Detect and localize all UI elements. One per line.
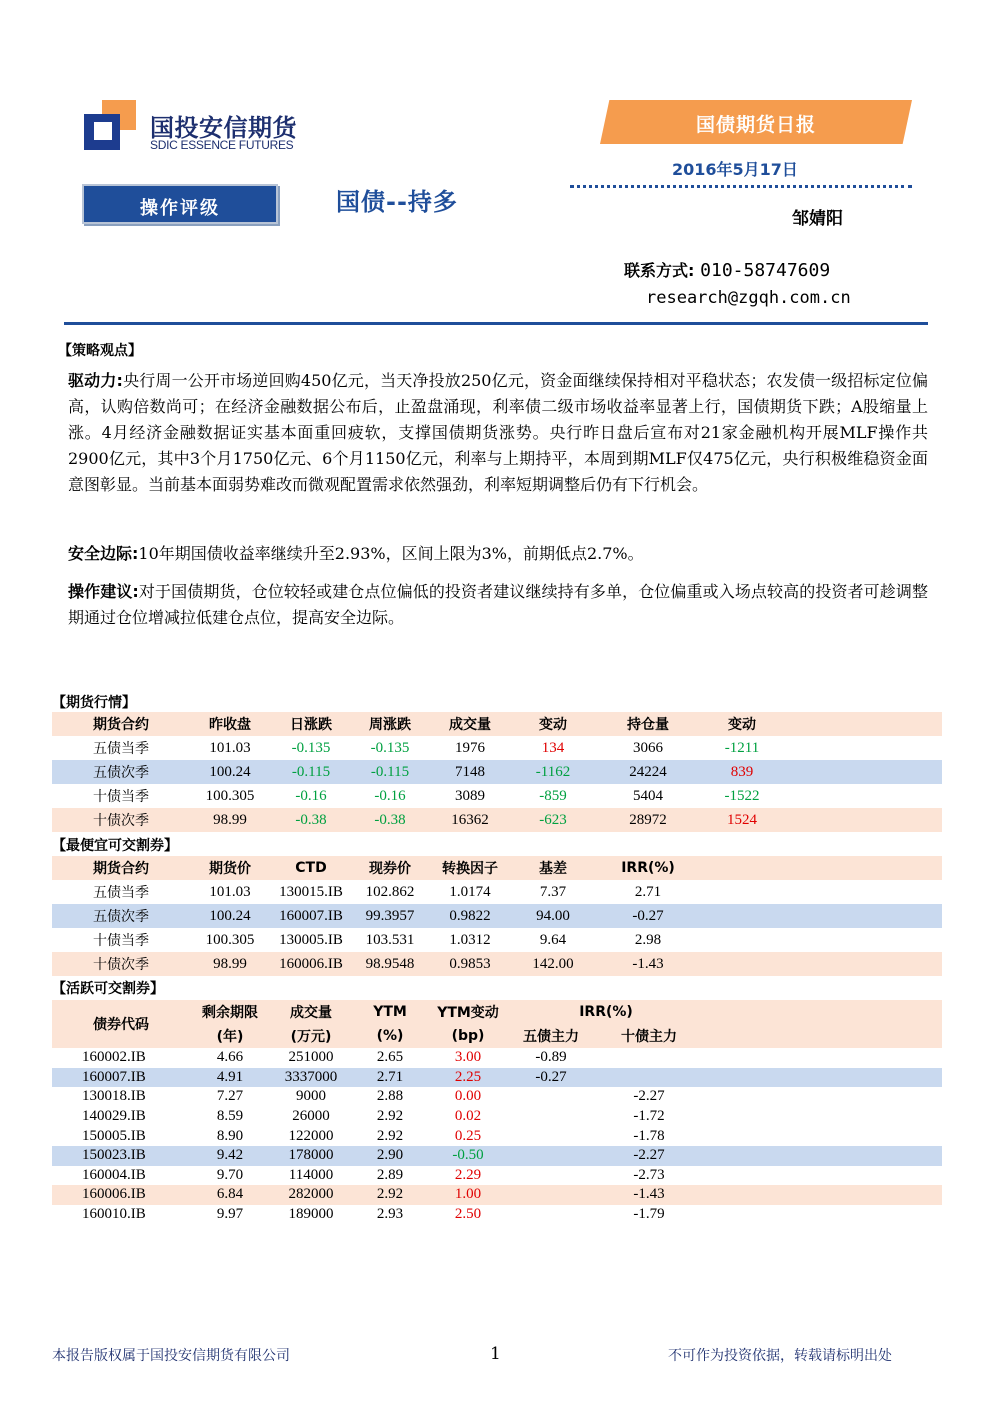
table-cell: 5404 — [633, 787, 663, 804]
table-cell: 五债次季 — [93, 765, 149, 781]
table-filler-cell — [704, 1205, 942, 1225]
table-cell: 2.90 — [376, 1147, 404, 1164]
table-filler-cell — [704, 1166, 942, 1186]
table-cell: 4.66 — [216, 1049, 244, 1066]
table-cell: 839 — [730, 763, 754, 780]
table-cell — [594, 1068, 704, 1088]
table-cell: 2.71 — [376, 1068, 404, 1085]
table-cell: 1.0174 — [449, 883, 491, 900]
table-cell: -0.27 — [535, 1068, 567, 1085]
table-cell: 99.3957 — [365, 907, 415, 924]
table-header: (万元) — [290, 1029, 332, 1045]
table-cell: 134 — [541, 739, 565, 756]
table-header: (%) — [376, 1028, 404, 1044]
table-cell: -2.73 — [633, 1166, 665, 1183]
table-cell: -0.89 — [535, 1049, 567, 1066]
table-filler-cell — [704, 1087, 942, 1107]
table-filler-cell — [782, 784, 942, 808]
safety-text: 10年期国债收益率继续升至2.93%，区间上限为3%，前期低点2.7%。 — [138, 544, 644, 563]
table-cell: 五债次季 — [93, 909, 149, 925]
table-cell: 94.00 — [536, 907, 570, 924]
rating-box — [82, 184, 278, 224]
logo-mark-icon — [84, 100, 136, 150]
table-cell: -859 — [539, 787, 567, 804]
table-cell: -0.38 — [374, 811, 406, 828]
table-cell: 24224 — [629, 763, 667, 780]
driver-label: 驱动力: — [68, 371, 123, 390]
table-header: 变动 — [539, 717, 567, 733]
table-cell: 2.88 — [376, 1088, 404, 1105]
table-cell: 98.99 — [213, 811, 247, 828]
table-row — [52, 952, 942, 976]
table-cell: -0.135 — [370, 739, 410, 756]
table-cell: 251000 — [288, 1049, 334, 1066]
table-header: YTM — [373, 1004, 407, 1020]
table-cell: -0.50 — [452, 1147, 484, 1164]
table-cell: -2.27 — [633, 1088, 665, 1105]
table-header: 剩余期限 — [202, 1005, 258, 1021]
company-logo — [84, 100, 304, 152]
table-cell: 五债当季 — [93, 885, 149, 901]
table-cell — [508, 1087, 594, 1107]
table-row — [52, 904, 942, 928]
table-row — [52, 1126, 942, 1146]
table-filler-cell — [702, 880, 942, 904]
table-cell: 142.00 — [532, 955, 574, 972]
driver-paragraph — [68, 368, 928, 498]
table-cell: 五债当季 — [93, 741, 149, 757]
table-cell: -1.43 — [633, 1186, 665, 1203]
table-filler-cell — [704, 1107, 942, 1127]
table-cell: 16362 — [451, 811, 489, 828]
table-header: 成交量 — [449, 717, 491, 733]
table-filler-cell — [782, 808, 942, 832]
table-cell: 103.531 — [365, 931, 415, 948]
table-filler-cell — [704, 1000, 942, 1048]
contact-label: 联系方式: — [624, 261, 695, 280]
table-header: IRR(%) — [579, 1004, 633, 1020]
table-row — [52, 1068, 942, 1088]
table-cell: 9000 — [296, 1088, 326, 1105]
contact-phone: 010-58747609 — [700, 260, 831, 281]
table-row — [52, 808, 942, 832]
table-cell: 9.97 — [216, 1206, 244, 1223]
author-name: 邹婧阳 — [792, 209, 843, 229]
table-cell: -1211 — [724, 739, 760, 756]
table-header: 变动 — [728, 717, 756, 733]
table-header: 日涨跌 — [290, 717, 332, 733]
active-bonds-table — [52, 1000, 942, 1224]
table-filler-cell — [782, 736, 942, 760]
table-cell: 2.92 — [376, 1186, 404, 1203]
table-cell: -1.79 — [633, 1206, 665, 1223]
table-cell: 6.84 — [216, 1186, 244, 1203]
advice-label: 操作建议: — [68, 582, 139, 601]
table-cell: 3089 — [455, 787, 485, 804]
table-cell: -0.27 — [632, 907, 664, 924]
table-cell: 150023.IB — [82, 1147, 146, 1164]
table-header: 持仓量 — [627, 717, 669, 733]
table-header: 十债主力 — [621, 1029, 677, 1045]
table-cell: 2.98 — [634, 931, 662, 948]
report-date: 2016年5月17日 — [672, 160, 798, 179]
footer-copyright: 本报告版权属于国投安信期货有限公司 — [52, 1348, 290, 1364]
table-cell: 130018.IB — [82, 1088, 146, 1105]
table-header: 五债主力 — [523, 1029, 579, 1045]
table-header: 昨收盘 — [209, 717, 251, 733]
table-header: IRR(%) — [621, 860, 675, 876]
table-header: CTD — [295, 860, 327, 876]
contact-line — [624, 258, 830, 281]
table-cell: 98.9548 — [365, 955, 415, 972]
table-row — [52, 1185, 942, 1205]
futures-quotes-table — [52, 712, 942, 832]
table-cell: 1.0312 — [449, 931, 491, 948]
table-row — [52, 880, 942, 904]
driver-text: 央行周一公开市场逆回购450亿元，当天净投放250亿元，资金面继续保持相对平稳状态；农发债一级招标定位偏高，认购倍数尚可；在经济金融数据公布后，止盈盘涌现，利率债二级市场收益率显著上行，国债期货下跌；A股缩量上涨。4月经济金融数据证实基本面重回疲软，支撑国债期货涨势。央行昨日盘后宣布对21家金融机构开展MLF操作共2900亿元，其中3个月1750亿元、6个月1150亿元，利率与上期持平，本周到期MLF仅475亿元，央行积极维稳资金面意图彰显。当前基本面弱势难改而微观配置需求依然强劲，利率短期调整后仍有下行机会。 — [68, 371, 928, 494]
table-cell: 98.99 — [213, 955, 247, 972]
report-title-banner — [600, 100, 912, 144]
table-cell: 1976 — [455, 739, 485, 756]
table-cell: 2.25 — [454, 1068, 482, 1085]
table-cell: 3.00 — [454, 1049, 482, 1066]
table-header: 期货合约 — [93, 717, 149, 733]
table-header: 成交量 — [290, 1005, 332, 1021]
table-cell: 100.24 — [209, 907, 251, 924]
strategy-section-title: 【策略观点】 — [58, 343, 142, 359]
table-cell: -623 — [539, 811, 567, 828]
table-cell: 0.9853 — [449, 955, 491, 972]
table-row — [52, 1087, 942, 1107]
table-cell: -1522 — [724, 787, 760, 804]
table-filler-cell — [702, 856, 942, 880]
rating-headline: 国债--持多 — [336, 188, 458, 216]
table-cell: 十债次季 — [93, 957, 149, 973]
dotted-divider — [570, 185, 912, 188]
table-cell: 102.862 — [365, 883, 415, 900]
table-row — [52, 784, 942, 808]
futures-section-title: 【期货行情】 — [52, 695, 136, 711]
table-cell: 101.03 — [209, 739, 251, 756]
table-cell: 130015.IB — [279, 883, 343, 900]
active-section-title: 【活跃可交割券】 — [52, 981, 164, 997]
table-cell: -1.78 — [633, 1127, 665, 1144]
table-filler-cell — [782, 760, 942, 784]
table-cell: 0.9822 — [449, 907, 491, 924]
table-row — [52, 760, 942, 784]
safety-label: 安全边际: — [68, 544, 139, 563]
table-cell: 189000 — [288, 1206, 334, 1223]
table-cell: -0.16 — [295, 787, 327, 804]
footer-disclaimer: 不可作为投资依据，转载请标明出处 — [668, 1348, 892, 1364]
table-row — [52, 1146, 942, 1166]
table-row — [52, 1166, 942, 1186]
table-cell: 9.42 — [216, 1147, 244, 1164]
rating-label: 操作评级 — [140, 198, 220, 219]
table-filler-cell — [702, 952, 942, 976]
table-cell: 7148 — [455, 763, 485, 780]
table-cell — [508, 1185, 594, 1205]
table-header: 债券代码 — [93, 1017, 149, 1033]
table-cell: 十债当季 — [93, 789, 149, 805]
table-filler-cell — [704, 1146, 942, 1166]
table-header: YTM变动 — [437, 1005, 499, 1021]
advice-paragraph — [68, 579, 928, 631]
table-cell: -0.115 — [370, 763, 410, 780]
table-cell: 2.65 — [376, 1049, 404, 1066]
table-cell: 282000 — [288, 1186, 334, 1203]
table-cell: 2.89 — [376, 1166, 404, 1183]
table-cell: 28972 — [629, 811, 667, 828]
table-cell: 100.305 — [205, 787, 255, 804]
report-title: 国债期货日报 — [695, 114, 816, 136]
table-cell: 140029.IB — [82, 1108, 146, 1125]
table-cell: 160007.IB — [279, 907, 343, 924]
table-cell: 160006.IB — [279, 955, 343, 972]
table-cell: 122000 — [288, 1127, 334, 1144]
page-number: 1 — [490, 1344, 501, 1364]
table-cell: 7.37 — [539, 883, 567, 900]
table-cell — [508, 1126, 594, 1146]
table-cell: 2.93 — [376, 1206, 404, 1223]
table-filler-cell — [702, 904, 942, 928]
table-cell: 160006.IB — [82, 1186, 146, 1203]
table-cell — [594, 1048, 704, 1068]
table-cell: 十债当季 — [93, 933, 149, 949]
table-cell: 3066 — [633, 739, 663, 756]
table-filler-cell — [782, 712, 942, 736]
table-cell: 2.71 — [634, 883, 662, 900]
table-cell: -0.38 — [295, 811, 327, 828]
table-row — [52, 736, 942, 760]
table-filler-cell — [704, 1048, 942, 1068]
table-filler-cell — [704, 1126, 942, 1146]
table-cell: 2.50 — [454, 1206, 482, 1223]
header-divider — [64, 322, 928, 325]
table-cell: 十债次季 — [93, 813, 149, 829]
table-row — [52, 928, 942, 952]
table-cell: 160004.IB — [82, 1166, 146, 1183]
table-cell — [508, 1107, 594, 1127]
table-cell: 1524 — [727, 811, 757, 828]
table-header: 转换因子 — [442, 861, 498, 877]
table-header: 周涨跌 — [369, 717, 411, 733]
table-cell: -0.135 — [291, 739, 331, 756]
table-cell: 101.03 — [209, 883, 251, 900]
table-cell: 130005.IB — [279, 931, 343, 948]
table-cell: 1.00 — [454, 1186, 482, 1203]
table-cell: 160010.IB — [82, 1206, 146, 1223]
table-cell: 2.29 — [454, 1166, 482, 1183]
table-header: (年) — [216, 1029, 244, 1045]
table-cell: 100.305 — [205, 931, 255, 948]
table-filler-cell — [702, 928, 942, 952]
table-cell: -1.43 — [632, 955, 664, 972]
table-cell: 7.27 — [216, 1088, 244, 1105]
table-cell: 114000 — [288, 1166, 334, 1183]
table-header: 现券价 — [369, 861, 411, 877]
table-cell: 2.92 — [376, 1108, 404, 1125]
table-cell: 0.00 — [454, 1088, 482, 1105]
table-row — [52, 1048, 942, 1068]
table-filler-cell — [704, 1068, 942, 1088]
table-cell: -1162 — [535, 763, 571, 780]
table-cell: 160002.IB — [82, 1049, 146, 1066]
table-cell: -1.72 — [633, 1108, 665, 1125]
table-header: 期货合约 — [93, 861, 149, 877]
table-cell: 0.25 — [454, 1127, 482, 1144]
table-row — [52, 1107, 942, 1127]
table-cell: -0.16 — [374, 787, 406, 804]
table-cell: 26000 — [292, 1108, 330, 1125]
table-filler-cell — [704, 1185, 942, 1205]
ctd-section-title: 【最便宜可交割券】 — [52, 838, 178, 854]
table-cell: 8.90 — [216, 1127, 244, 1144]
table-cell: -0.115 — [291, 763, 331, 780]
table-row — [52, 1205, 942, 1225]
logo-en-text: SDIC ESSENCE FUTURES — [150, 138, 294, 152]
table-cell: 178000 — [288, 1147, 334, 1164]
contact-email[interactable]: research@zgqh.com.cn — [646, 288, 851, 308]
table-cell — [508, 1146, 594, 1166]
table-header: 基差 — [539, 861, 567, 877]
table-cell — [508, 1166, 594, 1186]
table-cell: 160007.IB — [82, 1068, 146, 1085]
table-header: 期货价 — [209, 861, 251, 877]
table-cell: 9.64 — [539, 931, 567, 948]
table-cell: 100.24 — [209, 763, 251, 780]
table-cell: 9.70 — [216, 1166, 244, 1183]
table-cell: 150005.IB — [82, 1127, 146, 1144]
table-cell — [508, 1205, 594, 1225]
safety-paragraph — [68, 541, 928, 567]
table-cell: 3337000 — [284, 1068, 338, 1085]
table-cell: 2.92 — [376, 1127, 404, 1144]
advice-text: 对于国债期货，仓位较轻或建仓点位偏低的投资者建议继续持有多单，仓位偏重或入场点较高的投资者可趁调整期通过仓位增减拉低建仓点位，提高安全边际。 — [68, 582, 928, 627]
table-cell: 8.59 — [216, 1108, 244, 1125]
logo-cn-text: 国投安信期货 — [150, 114, 297, 142]
table-cell: 0.02 — [454, 1108, 482, 1125]
table-header: (bp) — [451, 1028, 485, 1044]
table-cell: 4.91 — [216, 1068, 244, 1085]
table-cell: -2.27 — [633, 1147, 665, 1164]
ctd-table — [52, 856, 942, 976]
